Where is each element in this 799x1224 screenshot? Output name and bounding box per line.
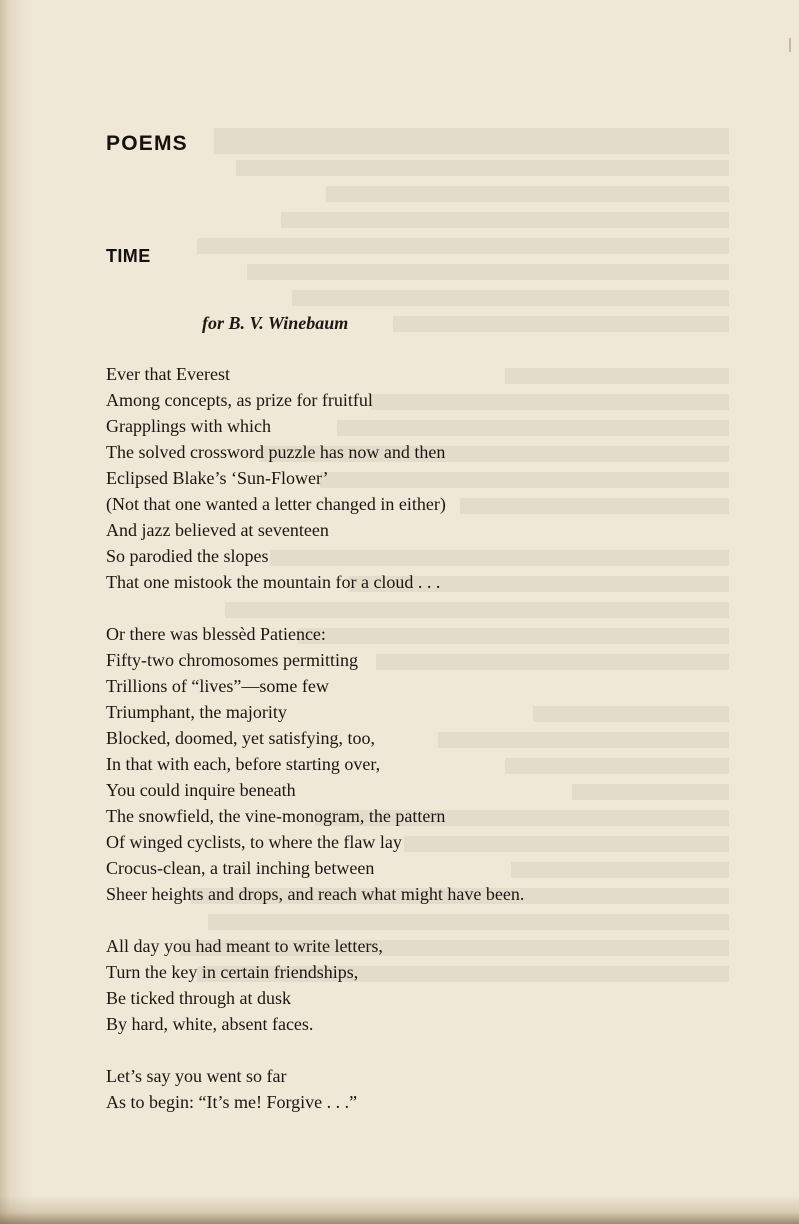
poem-line: Turn the key in certain friendships,: [106, 962, 359, 982]
poem-line: Ever that Everest: [106, 364, 230, 384]
poem-line: The snowfield, the vine-monogram, the pattern: [106, 806, 446, 826]
poem-line: Triumphant, the majority: [106, 702, 287, 722]
poem-line: Grapplings with which: [106, 416, 271, 436]
poem-line: Blocked, doomed, yet satisfying, too,: [106, 728, 375, 748]
stanza: [106, 361, 446, 595]
poem-line: Crocus-clean, a trail inching between: [106, 858, 375, 878]
poem-line: Of winged cyclists, to where the flaw lay: [106, 832, 402, 852]
poem-line: Sheer heights and drops, and reach what might have been.: [106, 884, 525, 904]
poem-line: Among concepts, as prize for fruitful: [106, 390, 373, 410]
poem-line: And jazz believed at seventeen: [106, 520, 329, 540]
poem-line: The solved crossword puzzle has now and then: [106, 442, 446, 462]
poem-line: Be ticked through at dusk: [106, 988, 291, 1008]
poem-line: All day you had meant to write letters,: [106, 936, 383, 956]
poem-line: Let’s say you went so far: [106, 1066, 287, 1086]
poem-line: Fifty-two chromosomes permitting: [106, 650, 358, 670]
section-heading: POEMS: [106, 132, 188, 155]
stanza: [106, 1063, 357, 1115]
poem-line: (Not that one wanted a letter changed in either): [106, 494, 446, 514]
page-edge-mark: [789, 38, 791, 52]
poem-line: That one mistook the mountain for a cloud . . .: [106, 572, 441, 592]
poem-line: So parodied the slopes: [106, 546, 269, 566]
poem-line: Or there was blessèd Patience:: [106, 624, 326, 644]
poem-title: TIME: [106, 246, 151, 266]
stanza: [106, 933, 383, 1037]
poem-dedication: for B. V. Winebaum: [202, 313, 349, 333]
stanza: [106, 621, 524, 907]
poem-line: You could inquire beneath: [106, 780, 296, 800]
poem-line: By hard, white, absent faces.: [106, 1014, 314, 1034]
poem-line: As to begin: “It’s me! Forgive . . .”: [106, 1092, 358, 1112]
poem-line: Trillions of “lives”—some few: [106, 676, 329, 696]
poem-line: In that with each, before starting over,: [106, 754, 381, 774]
poem-line: Eclipsed Blake’s ‘Sun-Flower’: [106, 468, 329, 488]
